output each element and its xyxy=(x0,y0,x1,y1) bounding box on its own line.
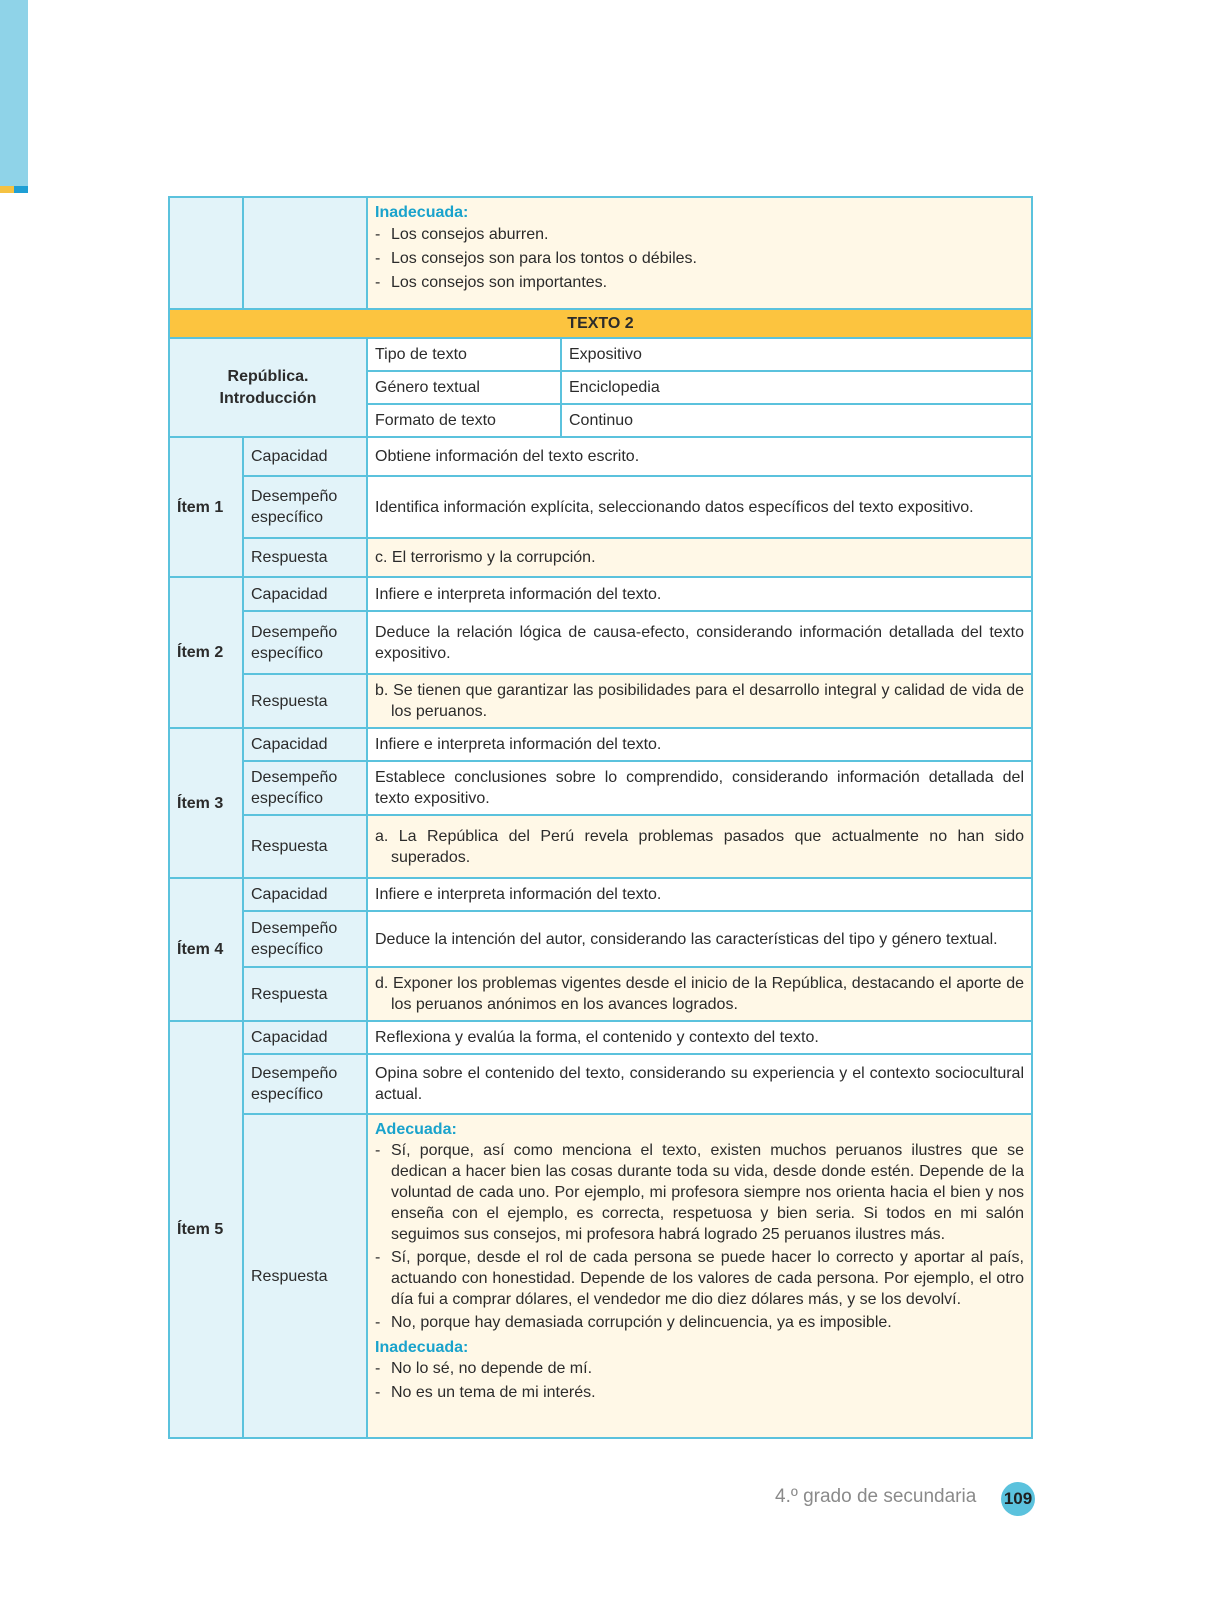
list-item: - Los consejos son importantes. xyxy=(375,274,608,291)
dash-glyph: - xyxy=(375,1314,381,1331)
item-performance-row xyxy=(169,476,1032,538)
item-label: Ítem 4 xyxy=(169,878,243,1021)
info-value: Expositivo xyxy=(561,338,1032,371)
empty-cell xyxy=(243,197,367,309)
section-title: TEXTO 2 xyxy=(169,309,1032,338)
item-performance-row xyxy=(169,611,1032,674)
capacity-value: Obtiene información del texto escrito. xyxy=(367,437,1032,476)
item-capacity-row xyxy=(169,728,1032,761)
item-label: Ítem 3 xyxy=(169,728,243,878)
list-item: - Sí, porque, desde el rol de cada persona se puede hacer lo correcto y aportar al país, actuando con honestidad. Depende de los valores de cada persona. Por ejemplo, el otro día fui a comprar dólares, el vendedor me dio diez dólares más, y se los devolví. xyxy=(375,1249,1024,1308)
list-item: - No es un tema de mi interés. xyxy=(375,1384,596,1401)
row-label-performance: Desempeño específico xyxy=(243,1054,367,1114)
answer-value: c. El terrorismo y la corrupción. xyxy=(367,538,1032,577)
info-value: Continuo xyxy=(561,404,1032,437)
performance-value: Deduce la relación lógica de causa-efecto, considerando información detallada del texto expositivo. xyxy=(367,611,1032,674)
answer-value: d. Exponer los problemas vigentes desde el inicio de la República, destacando el aporte de los peruanos anónimos en los avances logrados. xyxy=(367,967,1032,1021)
row-label-capacity: Capacidad xyxy=(243,437,367,476)
row-label-capacity: Capacidad xyxy=(243,1021,367,1054)
performance-value: Establece conclusiones sobre lo comprendido, considerando información detallada del texto expositivo. xyxy=(367,761,1032,815)
list-item: - Los consejos aburren. xyxy=(375,226,549,243)
info-label: Género textual xyxy=(367,371,561,404)
page-number-badge: 109 xyxy=(1001,1482,1035,1516)
dash-glyph: - xyxy=(375,226,381,243)
row-label-capacity: Capacidad xyxy=(243,577,367,611)
performance-value: Identifica información explícita, seleccionando datos específicos del texto expositivo. xyxy=(367,476,1032,538)
footer-grade-label: 4.º grado de secundaria xyxy=(775,1486,977,1507)
item-label: Ítem 2 xyxy=(169,577,243,728)
info-label: Formato de texto xyxy=(367,404,561,437)
item-capacity-row xyxy=(169,1021,1032,1054)
item-answer-row xyxy=(169,674,1032,728)
item-answer-row xyxy=(169,1114,1032,1438)
side-tab-decoration xyxy=(0,0,28,186)
item-answer-row xyxy=(169,815,1032,878)
dash-glyph: - xyxy=(375,1360,381,1377)
dash-glyph: - xyxy=(375,1249,381,1266)
list-item: - Sí, porque, así como menciona el texto, existen muchos peruanos ilustres que se dedican a hacer bien las cosas durante toda su vida, desde donde estén. Depende de la voluntad de cada uno. Por ejemplo, mi profesora siempre nos orienta hacia el bien y nos enseña con el ejemplo, es correcta, respetuosa y bien seria. Si todos en mi salón seguimos sus consejos, mi profesora habrá logrado 25 peruanos ilustres más. xyxy=(375,1142,1024,1243)
capacity-value: Reflexiona y evalúa la forma, el contenido y contexto del texto. xyxy=(367,1021,1032,1054)
text-title-line2: Introducción xyxy=(219,389,317,407)
empty-cell xyxy=(169,197,243,309)
row-label-capacity: Capacidad xyxy=(243,728,367,761)
row-label-answer: Respuesta xyxy=(243,1114,367,1438)
side-tab-accent-blue xyxy=(14,186,28,193)
performance-value: Deduce la intención del autor, considerando las características del tipo y género textual. xyxy=(367,911,1032,967)
section-header-row xyxy=(169,309,1032,338)
info-value: Enciclopedia xyxy=(561,371,1032,404)
capacity-value: Infiere e interpreta información del texto. xyxy=(367,577,1032,611)
row-label-answer: Respuesta xyxy=(243,967,367,1021)
capacity-value: Infiere e interpreta información del texto. xyxy=(367,728,1032,761)
text-info-row xyxy=(169,338,1032,371)
item-performance-row xyxy=(169,911,1032,967)
list-item: - No lo sé, no depende de mí. xyxy=(375,1360,593,1377)
dash-glyph: - xyxy=(375,274,381,291)
side-tab-accent-yellow xyxy=(0,186,14,193)
row-label-performance: Desempeño específico xyxy=(243,761,367,815)
list-item: - Los consejos son para los tontos o débiles. xyxy=(375,250,697,267)
item-answer-row xyxy=(169,538,1032,577)
dash-glyph: - xyxy=(375,250,381,267)
inadequate-heading: Inadecuada: xyxy=(375,204,469,221)
top-answer-cell xyxy=(367,197,1032,309)
row-label-performance: Desempeño específico xyxy=(243,911,367,967)
item-label: Ítem 5 xyxy=(169,1021,243,1438)
row-label-answer: Respuesta xyxy=(243,538,367,577)
row-label-performance: Desempeño específico xyxy=(243,476,367,538)
inadequate-heading: Inadecuada: xyxy=(375,1339,469,1356)
row-label-answer: Respuesta xyxy=(243,815,367,878)
info-label: Tipo de texto xyxy=(367,338,561,371)
answer-value xyxy=(367,1114,1032,1438)
row-label-performance: Desempeño específico xyxy=(243,611,367,674)
capacity-value: Infiere e interpreta información del texto. xyxy=(367,878,1032,911)
adequate-heading: Adecuada: xyxy=(375,1121,457,1138)
item-performance-row xyxy=(169,1054,1032,1114)
answer-value: b. Se tienen que garantizar las posibilidades para el desarrollo integral y calidad de vida de los peruanos. xyxy=(367,674,1032,728)
top-continuation-row xyxy=(169,197,1032,309)
item-capacity-row xyxy=(169,878,1032,911)
item-answer-row xyxy=(169,967,1032,1021)
performance-value: Opina sobre el contenido del texto, considerando su experiencia y el contexto sociocultural actual. xyxy=(367,1054,1032,1114)
text-title-cell xyxy=(169,338,367,437)
item-capacity-row xyxy=(169,437,1032,476)
item-capacity-row xyxy=(169,577,1032,611)
list-item: - No, porque hay demasiada corrupción y delincuencia, ya es imposible. xyxy=(375,1314,892,1331)
row-label-capacity: Capacidad xyxy=(243,878,367,911)
item-label: Ítem 1 xyxy=(169,437,243,577)
row-label-answer: Respuesta xyxy=(243,674,367,728)
dash-glyph: - xyxy=(375,1142,381,1159)
dash-glyph: - xyxy=(375,1384,381,1401)
evaluation-table xyxy=(168,196,1033,1439)
answer-value: a. La República del Perú revela problemas pasados que actualmente no han sido superados. xyxy=(367,815,1032,878)
item-performance-row xyxy=(169,761,1032,815)
text-title-line1: República. xyxy=(227,367,309,385)
